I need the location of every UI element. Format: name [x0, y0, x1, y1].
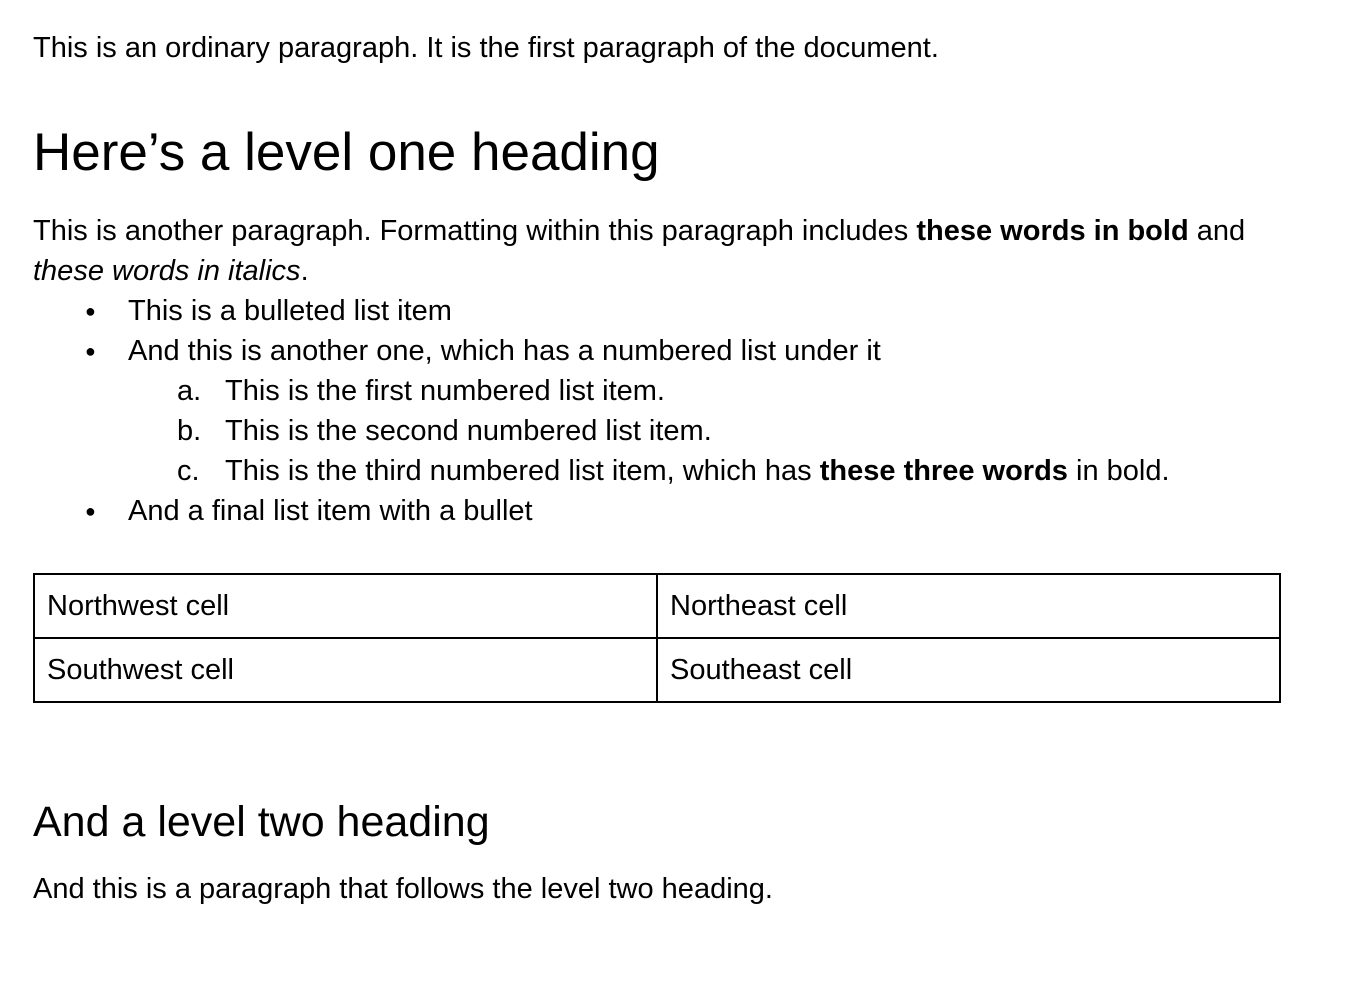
intro-paragraph: This is an ordinary paragraph. It is the first paragraph of the document. — [33, 32, 939, 64]
numbered-item-b-text: This is the second numbered list item. — [225, 415, 712, 447]
formatted-paragraph-run-normal-1: This is another paragraph. Formatting within this paragraph includes — [33, 215, 917, 247]
table-row-south — [34, 638, 1280, 702]
heading-level-one: Here’s a level one heading — [33, 123, 660, 182]
bullet-list-item-1 — [33, 291, 1281, 331]
bullet-list-item-3-text: And a final list item with a bullet — [128, 495, 533, 527]
numbered-item-a-text: This is the first numbered list item. — [225, 375, 665, 407]
numbered-item-c-marker: c. — [177, 455, 200, 487]
numbered-item-c-run-2: in bold. — [1067, 455, 1170, 487]
bullet-icon: ● — [85, 341, 96, 361]
bullet-list-item-1-text: This is a bulleted list item — [128, 295, 452, 327]
bullet-list-item-3 — [33, 491, 1281, 531]
bullet-icon: ● — [85, 501, 96, 521]
bullet-list-item-2 — [33, 331, 1281, 491]
bullet-list-item-2-text: And this is another one, which has a numbered list under it — [128, 335, 881, 367]
numbered-item-b — [128, 411, 1281, 451]
numbered-item-b-marker: b. — [177, 415, 202, 447]
closing-paragraph: And this is a paragraph that follows the level two heading. — [33, 873, 773, 905]
table-cell-southeast: Southeast cell — [657, 638, 1280, 702]
table-cell-southwest: Southwest cell — [34, 638, 657, 702]
numbered-item-a — [128, 371, 1281, 411]
numbered-item-a-marker: a. — [177, 375, 202, 407]
bullet-list — [33, 291, 1281, 531]
table-cell-northeast: Northeast cell — [657, 574, 1280, 638]
table-row-north — [34, 574, 1280, 638]
table-cell-northwest: Northwest cell — [34, 574, 657, 638]
formatted-paragraph-run-italic: these words in italics — [33, 255, 301, 287]
formatted-paragraph — [33, 211, 1281, 291]
formatted-paragraph-run-normal-2: and — [1188, 215, 1246, 247]
bullet-icon: ● — [85, 301, 96, 321]
numbered-item-c — [128, 451, 1281, 491]
numbered-item-c-run-1: This is the third numbered list item, which has — [225, 455, 820, 487]
heading-level-two: And a level two heading — [33, 798, 490, 846]
formatted-paragraph-run-bold: these words in bold — [916, 215, 1189, 247]
two-by-two-table — [33, 573, 1281, 703]
numbered-item-c-run-bold: these three words — [819, 455, 1068, 487]
formatted-paragraph-run-normal-3: . — [300, 255, 309, 287]
numbered-sublist — [128, 371, 1281, 491]
